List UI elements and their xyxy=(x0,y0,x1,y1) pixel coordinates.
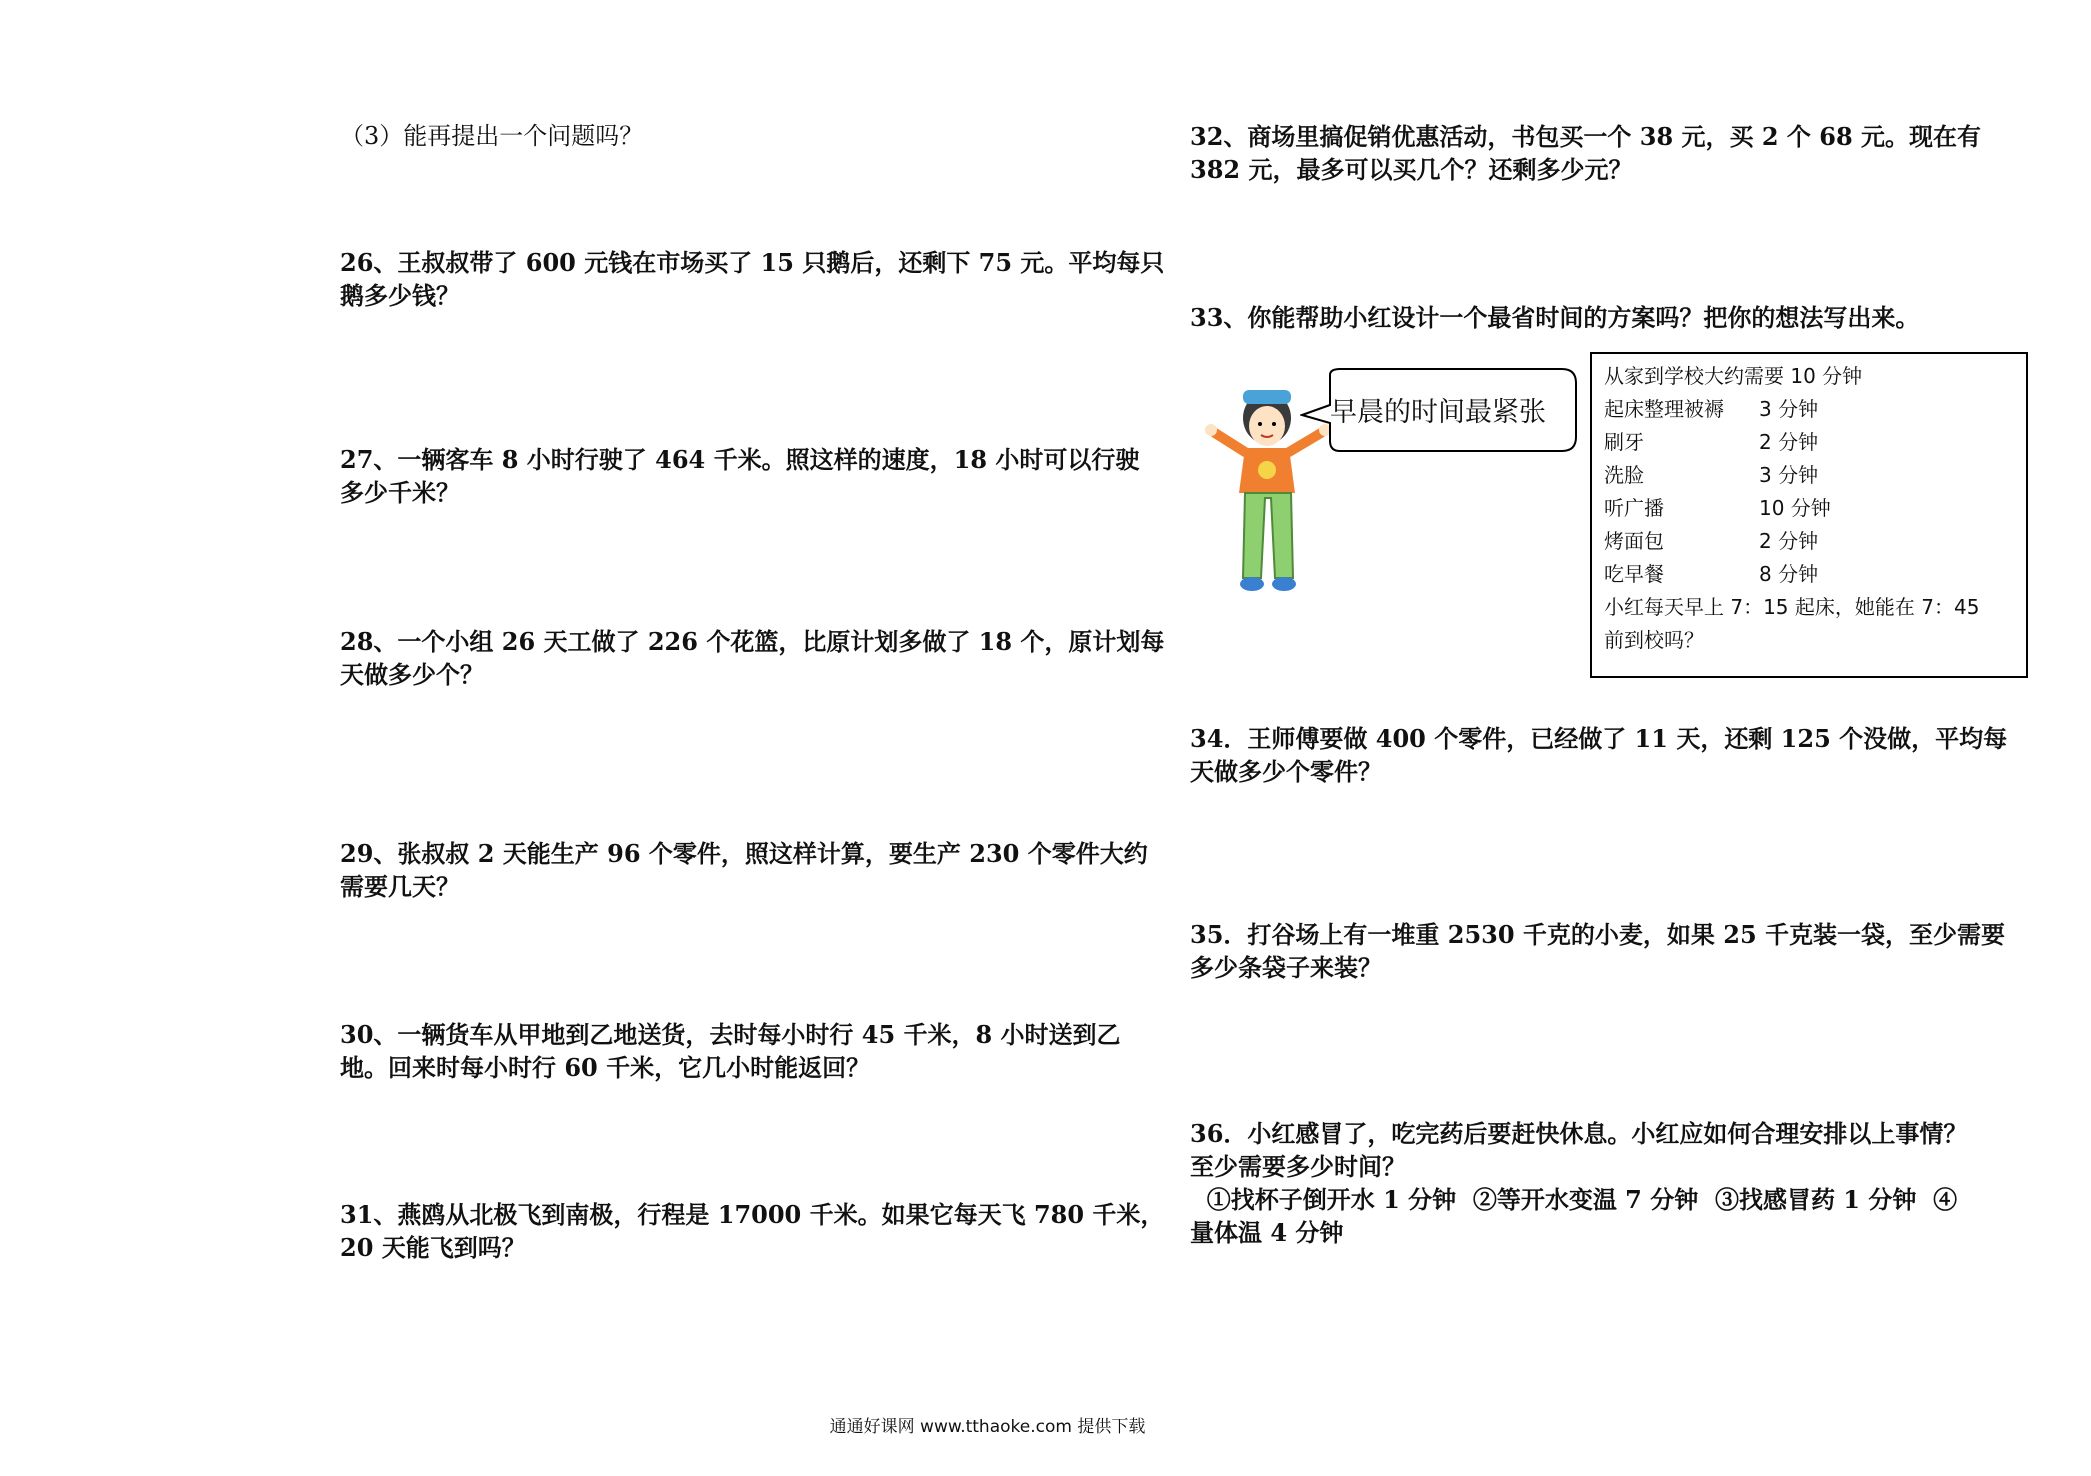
schedule-row: 烤面包 2 分钟 xyxy=(1604,529,1819,553)
speech-bubble-text: 早晨的时间最紧张 xyxy=(1330,397,1546,428)
schedule-row: 起床整理被褥 3 分钟 xyxy=(1604,397,1819,421)
question-36: 36．小红感冒了，吃完药后要赶快休息。小红应如何合理安排以上事情？ 至少需要多少时间？ ①找杯子倒开水 1 分钟 ②等开水变温 7 分钟 ③找感冒药 1 分钟 ④ 量体温 4 分钟 xyxy=(1190,1119,1968,1247)
schedule-question: 小红每天早上 7：15 起床，她能在 7：45 xyxy=(1604,595,1980,619)
schedule-row: 吃早餐 8 分钟 xyxy=(1604,562,1819,586)
question-27: 27、一辆客车 8 小时行驶了 464 千米。照这样的速度，18 小时可以行驶 多少千米？ xyxy=(340,445,1140,507)
question-35: 35．打谷场上有一堆重 2530 千克的小麦，如果 25 千克装一袋，至少需要 多少条袋子来装？ xyxy=(1190,920,2006,982)
schedule-row: 刷牙 2 分钟 xyxy=(1604,430,1819,454)
schedule-question-cont: 前到校吗？ xyxy=(1604,628,1704,652)
footer-source: 通通好课网 www.tthaoke.com 提供下载 xyxy=(829,1417,1146,1437)
schedule-row: 听广播 10 分钟 xyxy=(1604,496,1831,520)
question-3-sub: （3）能再提出一个问题吗？ xyxy=(340,122,644,150)
question-33: 33、你能帮助小红设计一个最省时间的方案吗？把你的想法写出来。 xyxy=(1190,303,1920,332)
schedule-box xyxy=(1590,352,2028,678)
question-28: 28、一个小组 26 天工做了 226 个花篮，比原计划多做了 18 个，原计划每 天做多少个？ xyxy=(340,627,1165,689)
question-30: 30、一辆货车从甲地到乙地送货，去时每小时行 45 千米，8 小时送到乙 地。回来时每小时行 60 千米，它几小时能返回？ xyxy=(340,1020,1121,1082)
question-34: 34．王师傅要做 400 个零件，已经做了 11 天，还剩 125 个没做，平均每 天做多少个零件？ xyxy=(1190,724,2008,786)
question-29: 29、张叔叔 2 天能生产 96 个零件，照这样计算，要生产 230 个零件大约 需要几天？ xyxy=(340,839,1148,901)
schedule-row: 洗脸 3 分钟 xyxy=(1604,463,1819,487)
question-32: 32、商场里搞促销优惠活动，书包买一个 38 元，买 2 个 68 元。现在有 382 元，最多可以买几个？还剩多少元？ xyxy=(1190,122,1982,184)
question-26: 26、王叔叔带了 600 元钱在市场买了 15 只鹅后，还剩下 75 元。平均每只 鹅多少钱？ xyxy=(340,248,1165,310)
schedule-intro: 从家到学校大约需要 10 分钟 xyxy=(1604,364,1863,388)
question-31: 31、燕鸥从北极飞到南极，行程是 17000 千米。如果它每天飞 780 千米， 20 天能飞到吗？ xyxy=(340,1200,1165,1262)
